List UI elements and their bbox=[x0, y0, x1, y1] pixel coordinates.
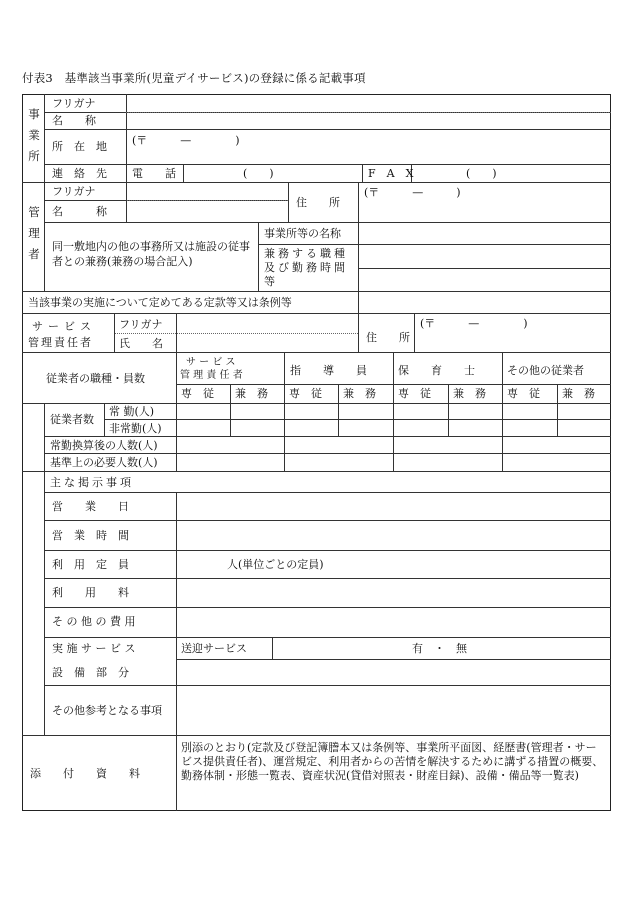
rule bbox=[284, 352, 285, 471]
subcol-full: 専 従 bbox=[181, 387, 214, 400]
service-manager-address-label: 住 所 bbox=[366, 331, 410, 344]
rule bbox=[44, 685, 611, 686]
manager-postal-field[interactable]: (〒 — ) bbox=[364, 186, 461, 199]
equipment-label: 設 備 部 分 bbox=[52, 666, 129, 679]
rule bbox=[44, 129, 611, 130]
rule bbox=[230, 384, 231, 436]
rule bbox=[44, 492, 611, 493]
rule bbox=[22, 352, 611, 353]
rule bbox=[183, 164, 184, 182]
manager-concurrent-label: 同一敷地内の他の事務所又は施設の従事者との兼務(兼務の場合記入) bbox=[52, 240, 250, 268]
office-fax-field[interactable]: ( ) bbox=[466, 167, 497, 180]
manager-duty-label: 兼務する職種及び勤務時間等 bbox=[264, 247, 348, 288]
rule bbox=[22, 313, 611, 314]
rule bbox=[44, 436, 611, 437]
office-postal-field[interactable]: (〒 — ) bbox=[132, 134, 240, 147]
rule bbox=[44, 578, 611, 579]
rule bbox=[272, 637, 273, 659]
subcol-part: 兼 務 bbox=[343, 387, 376, 400]
rule bbox=[176, 659, 611, 660]
rule bbox=[22, 291, 611, 292]
office-address-label: 所 在 地 bbox=[52, 140, 107, 153]
attachments-label: 添 付 資 料 bbox=[30, 767, 140, 780]
service-manager-furigana-label: フリガナ bbox=[119, 318, 163, 331]
rule bbox=[44, 471, 45, 735]
rule bbox=[44, 94, 45, 182]
posted-header: 主な掲示事項 bbox=[50, 476, 134, 489]
subcol-part: 兼 務 bbox=[453, 387, 486, 400]
rule bbox=[358, 268, 611, 269]
staff-regular-label: 常 勤(人) bbox=[109, 405, 155, 418]
rule bbox=[44, 607, 611, 608]
subcol-part: 兼 務 bbox=[562, 387, 595, 400]
attachments-text: 別添のとおり(定款及び登記簿謄本又は条例等、事業所平面図、経歴書(管理者・サービス提供責任者)、運営規定、利用者からの苦情を解決するために講ずる措置の概要、勤務体制・形態一覧表、資産状況(貸借対照表・財産目録)、設備・備品等一覧表) bbox=[181, 741, 604, 782]
rule bbox=[44, 637, 611, 638]
rule bbox=[44, 182, 45, 291]
office-furigana-label: フリガナ bbox=[52, 97, 96, 110]
rule bbox=[448, 384, 449, 436]
subcol-full: 専 従 bbox=[289, 387, 322, 400]
col-service-manager-2: 管 理 責 任 者 bbox=[180, 370, 243, 381]
manager-name-label: 名 称 bbox=[52, 205, 107, 218]
manager-address-label: 住 所 bbox=[296, 196, 340, 209]
transport-yes-no[interactable]: 有 ・ 無 bbox=[412, 642, 467, 655]
rule bbox=[414, 313, 415, 352]
service-manager-label-1: サービス bbox=[32, 320, 96, 333]
rule bbox=[22, 182, 611, 183]
col-instructor: 指 導 員 bbox=[290, 364, 367, 377]
rule bbox=[44, 403, 45, 471]
capacity-label: 利 用 定 員 bbox=[52, 558, 129, 571]
rule bbox=[338, 384, 339, 436]
office-contact-label: 連 絡 先 bbox=[52, 167, 107, 180]
rule bbox=[126, 94, 127, 182]
dotted-rule bbox=[126, 200, 288, 201]
rule bbox=[44, 520, 611, 521]
document-title: 付表3 基準該当事業所(児童デイサービス)の登録に係る記載事項 bbox=[22, 71, 366, 85]
rule bbox=[104, 403, 105, 436]
rule bbox=[258, 222, 259, 291]
other-costs-label: そ の 他 の 費 用 bbox=[52, 615, 136, 628]
subcol-part: 兼 務 bbox=[235, 387, 268, 400]
rule bbox=[393, 352, 394, 471]
rule bbox=[104, 419, 611, 420]
services-label: 実 施 サ ー ビ ス bbox=[52, 642, 136, 655]
rule bbox=[44, 164, 611, 165]
rule bbox=[44, 453, 611, 454]
fee-label: 利 用 料 bbox=[52, 586, 129, 599]
rule bbox=[22, 471, 611, 472]
dotted-rule bbox=[114, 333, 358, 334]
capacity-note: 人(単位ごとの定員) bbox=[227, 558, 324, 571]
col-nursery: 保 育 士 bbox=[398, 364, 475, 377]
rule bbox=[44, 222, 611, 223]
rule bbox=[358, 291, 359, 313]
col-service-manager-1: サ ー ビ ス bbox=[186, 357, 236, 368]
service-manager-label-2: 管理責任者 bbox=[28, 336, 93, 349]
rule bbox=[22, 403, 611, 404]
staff-required-label: 基準上の必要人数(人) bbox=[50, 456, 158, 469]
manager-side-label: 管理者 bbox=[28, 205, 40, 261]
rule bbox=[176, 313, 177, 352]
rule bbox=[126, 182, 127, 222]
col-other: その他の従業者 bbox=[507, 364, 584, 377]
rule bbox=[44, 550, 611, 551]
staff-converted-label: 常勤換算後の人数(人) bbox=[50, 439, 158, 452]
staff-header: 従業者の職種・員数 bbox=[46, 372, 145, 385]
rule bbox=[288, 182, 289, 222]
manager-furigana-label: フリガナ bbox=[52, 185, 96, 198]
rule bbox=[557, 384, 558, 436]
subcol-full: 専 従 bbox=[398, 387, 431, 400]
office-fax-label: F A X bbox=[368, 167, 414, 180]
rules-label: 当該事業の実施について定めてある定款等又は条例等 bbox=[28, 296, 292, 309]
rule bbox=[176, 352, 177, 471]
other-refs-label: その他参考となる事項 bbox=[52, 704, 162, 717]
dotted-rule bbox=[126, 112, 611, 113]
rule bbox=[176, 735, 177, 811]
business-days-label: 営 業 日 bbox=[52, 500, 129, 513]
office-side-label: 事業所 bbox=[28, 107, 40, 163]
rule bbox=[358, 182, 359, 291]
office-tel-label: 電 話 bbox=[132, 167, 176, 180]
rule bbox=[258, 244, 611, 245]
rule bbox=[176, 492, 177, 735]
business-hours-label: 営 業 時 間 bbox=[52, 529, 129, 542]
staff-nonregular-label: 非常勤(人) bbox=[109, 422, 162, 435]
rule bbox=[22, 735, 611, 736]
service-manager-name-label: 氏 名 bbox=[119, 337, 163, 350]
subcol-full: 専 従 bbox=[507, 387, 540, 400]
service-manager-postal-field[interactable]: (〒 — ) bbox=[420, 317, 528, 330]
transport-label: 送迎サービス bbox=[181, 642, 247, 655]
manager-office-name-label: 事業所等の名称 bbox=[264, 227, 341, 240]
rule bbox=[358, 313, 359, 352]
staff-count-label: 従業者数 bbox=[50, 413, 94, 426]
rule bbox=[114, 313, 115, 352]
rule bbox=[362, 164, 363, 182]
rule bbox=[502, 352, 503, 471]
office-tel-field[interactable]: ( ) bbox=[243, 167, 274, 180]
office-name-label: 名 称 bbox=[52, 114, 96, 127]
